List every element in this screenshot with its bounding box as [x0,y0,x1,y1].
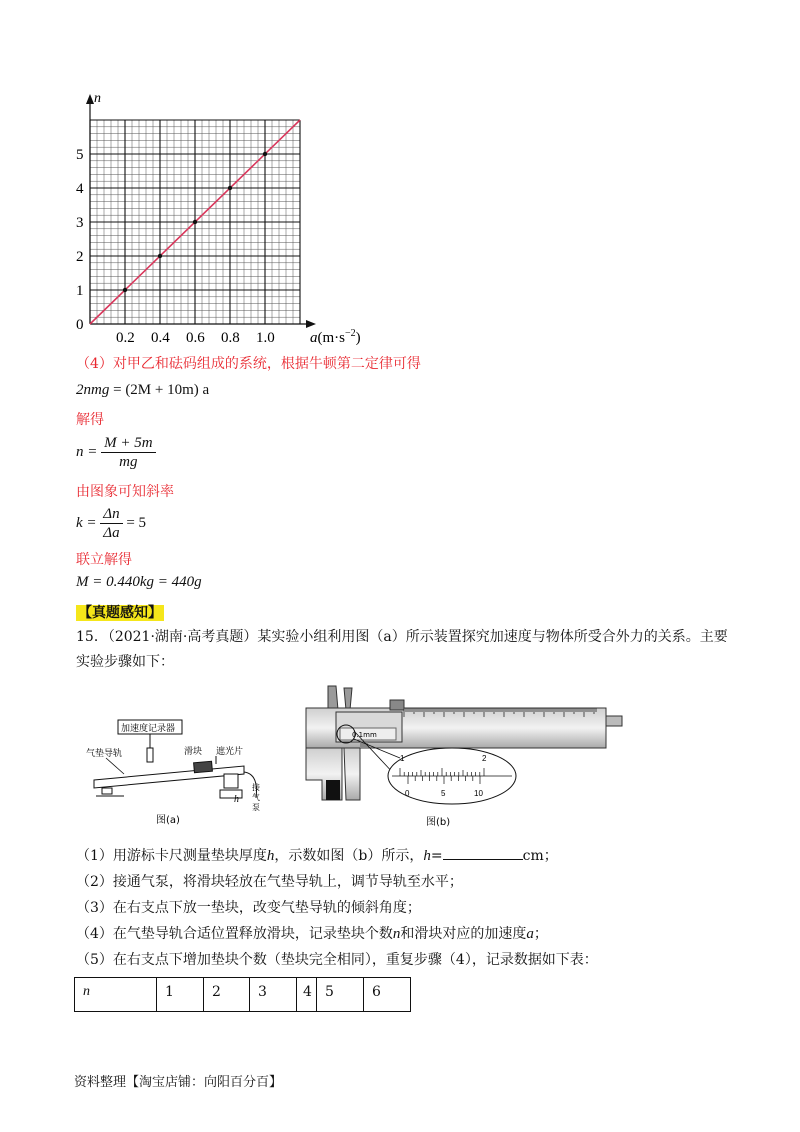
eq2-numerator: M + 5m [101,434,155,453]
step-5: （5）在右支点下增加垫块个数（垫块完全相同），重复步骤（4），记录数据如下表： [76,952,598,968]
y-axis-label: n [94,91,101,106]
equation-slope [76,505,146,542]
step-1: （1）用游标卡尺测量垫块厚度h，示数如图（b）所示，h= cm； [76,845,558,866]
fig-a-pump-1: 接 [252,783,260,792]
fig-b-vernier-5: 5 [441,789,446,798]
data-point [193,220,197,224]
table-cell: 1 [157,978,204,1012]
eq2-denominator: mg [119,454,138,470]
combine-label: 联立解得 [76,552,132,568]
y-tick-label: 5 [76,147,84,163]
fig-b-precision: 0.1mm [352,731,377,739]
fig-a-shade-label: 遮光片 [216,747,244,757]
question-line-2: 实验步骤如下： [76,654,174,670]
fig-b-caption: 图(b) [426,817,451,828]
figure-a-air-track [84,718,274,828]
table-header-n: n [75,978,157,1012]
figure-b-vernier-caliper [300,684,640,829]
eq1-right: (2M + 10m) a [125,382,210,398]
y-tick-label: 1 [76,283,84,299]
question-line-1: 15．（2021·湖南·高考真题）某实验小组利用图（a）所示装置探究加速度与物体所受合外力的关系。主要 [76,629,728,645]
fig-a-h-label: h [234,794,239,805]
fig-a-recorder-label: 加速度记录器 [121,724,176,734]
fig-a-rail-label: 气垫导轨 [86,749,123,759]
y-tick-label: 4 [76,181,84,197]
n-vs-a-chart [60,88,380,358]
fig-a-caption: 图(a) [156,815,180,826]
data-point [263,152,267,156]
data-point [228,186,232,190]
slope-label: 由图象可知斜率 [76,484,174,500]
data-table [74,977,411,1012]
x-axis-arrow [306,320,316,328]
table-cell: 4 [297,978,317,1012]
fig-b-vernier-0: 0 [405,789,410,798]
eq3-denominator: Δa [103,525,120,541]
eq1-left: 2nmg [76,382,110,398]
fig-b-vernier-10: 10 [474,789,483,798]
solution-step4-text: （4）对甲乙和砝码组成的系统，根据牛顿第二定律可得 [76,356,421,372]
table-cell: 2 [204,978,250,1012]
origin-label: 0 [76,317,84,333]
equation-newton: 2nmg = (2M + 10m) a [76,382,210,398]
x-axis-label: $a(m\cdot s^{-2})$ [310,328,361,346]
table-cell: 3 [250,978,297,1012]
x-tick-label: 0.4 [151,330,170,346]
x-tick-label: 0.8 [221,330,240,346]
y-tick-label: 2 [76,249,84,265]
data-point [158,254,162,258]
step-2: （2）接通气泵，将滑块轻放在气垫导轨上，调节导轨至水平； [76,874,463,890]
table-row [75,978,411,1012]
equation-mass: M = 0.440kg = 440g [76,574,202,590]
equation-n [76,434,156,471]
footer-source: 资料整理【淘宝店铺：向阳百分百】 [74,1075,283,1090]
fig-b-main-1: 1 [400,754,405,763]
table-cell: 5 [317,978,364,1012]
fig-a-pump-3: 泵 [252,803,260,812]
fig-b-main-2: 2 [482,754,487,763]
fig-a-slider-label: 滑块 [184,747,203,757]
step-4: （4）在气垫导轨合适位置释放滑块，记录垫块个数n和滑块对应的加速度a； [76,926,548,942]
x-tick-label: 0.6 [186,330,205,346]
data-point [123,288,127,292]
y-tick-label: 3 [76,215,84,231]
eq3-lhs: k = [76,515,97,531]
solve-label: 解得 [76,412,104,428]
step-3: （3）在右支点下放一垫块，改变气垫导轨的倾斜角度； [76,900,421,916]
eq3-numerator: Δn [100,505,122,524]
fig-a-pump-2: 气 [252,793,260,802]
table-cell: 6 [364,978,411,1012]
x-tick-label: 0.2 [116,330,135,346]
section-tag: 【真题感知】 [78,605,162,621]
y-axis-arrow [86,94,94,104]
x-tick-label: 1.0 [256,330,275,346]
eq3-rhs: = 5 [126,515,147,531]
eq2-lhs: n = [76,444,98,460]
answer-blank[interactable] [443,845,523,860]
